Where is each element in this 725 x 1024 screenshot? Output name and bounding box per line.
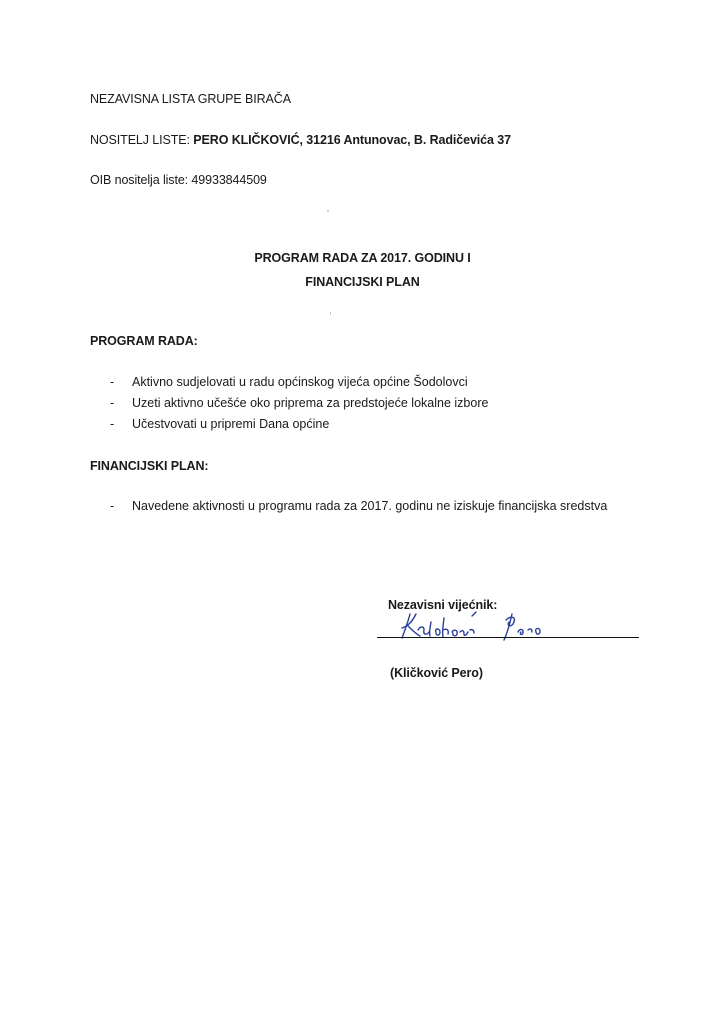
program-item-text: Uzeti aktivno učešće oko priprema za predstojeće lokalne izbore xyxy=(132,396,489,410)
printed-signatory-name: (Kličković Pero) xyxy=(390,666,483,680)
oib-line: OIB nositelja liste: 49933844509 xyxy=(90,173,267,187)
bullet-marker: - xyxy=(110,417,115,431)
financial-heading: FINANCIJSKI PLAN: xyxy=(90,459,209,473)
document-title-line-1: PROGRAM RADA ZA 2017. GODINU I xyxy=(254,251,471,265)
bullet-marker: - xyxy=(110,499,115,513)
program-heading: PROGRAM RADA: xyxy=(90,334,198,348)
signature-line xyxy=(377,637,639,638)
signature-label: Nezavisni vijećnik: xyxy=(388,598,498,612)
scan-speck xyxy=(327,210,329,212)
program-item-text: Učestvovati u pripremi Dana općine xyxy=(132,417,330,431)
list-holder-label: NOSITELJ LISTE: xyxy=(90,133,194,147)
document-title-line-2: FINANCIJSKI PLAN xyxy=(305,275,420,289)
list-holder xyxy=(90,133,511,147)
bullet-marker: - xyxy=(110,375,115,389)
program-item-text: Aktivno sudjelovati u radu općinskog vijeća općine Šodolovci xyxy=(132,375,468,389)
list-name: NEZAVISNA LISTA GRUPE BIRAČA xyxy=(90,92,291,106)
scan-speck xyxy=(330,312,331,315)
bullet-marker: - xyxy=(110,396,115,410)
list-holder-value: PERO KLIČKOVIĆ, 31216 Antunovac, B. Radičevića 37 xyxy=(193,133,511,147)
financial-item-text: Navedene aktivnosti u programu rada za 2017. godinu ne iziskuje financijska sredstva xyxy=(132,499,608,513)
